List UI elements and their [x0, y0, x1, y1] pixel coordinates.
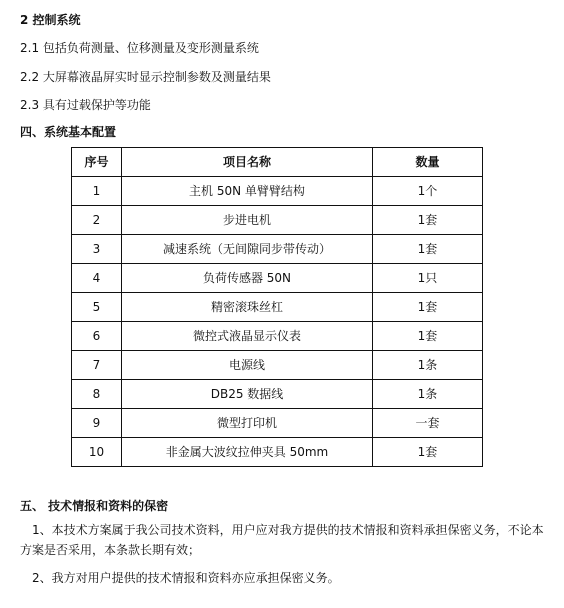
row-index: 9 [72, 409, 122, 438]
row-index: 8 [72, 380, 122, 409]
configuration-table [71, 147, 483, 467]
section-4-heading: 四、系统基本配置 [20, 125, 117, 139]
header-quantity: 数量 [373, 148, 483, 177]
row-index: 1 [72, 177, 122, 206]
row-index: 3 [72, 235, 122, 264]
row-index: 2 [72, 206, 122, 235]
row-item-name: 电源线 [122, 351, 373, 380]
row-quantity: 一套 [373, 409, 483, 438]
table-row [72, 235, 483, 264]
table-row [72, 380, 483, 409]
row-item-name: 减速系统（无间隙同步带传动） [122, 235, 373, 264]
row-index: 6 [72, 322, 122, 351]
row-quantity: 1套 [373, 438, 483, 467]
row-quantity: 1套 [373, 206, 483, 235]
table-row [72, 409, 483, 438]
row-index: 10 [72, 438, 122, 467]
section-5-paragraph-1: 1、本技术方案属于我公司技术资料，用户应对我方提供的技术情报和资料承担保密义务，不论本方案是否采用，本条款长期有效； [20, 523, 544, 557]
row-quantity: 1条 [373, 351, 483, 380]
table-row [72, 438, 483, 467]
row-quantity: 1套 [373, 235, 483, 264]
row-item-name: 负荷传感器 50N [122, 264, 373, 293]
table-row [72, 264, 483, 293]
row-quantity: 1套 [373, 293, 483, 322]
row-index: 5 [72, 293, 122, 322]
row-quantity: 1个 [373, 177, 483, 206]
row-index: 4 [72, 264, 122, 293]
table-row [72, 351, 483, 380]
row-item-name: DB25 数据线 [122, 380, 373, 409]
section-2-item-1: 2.1 包括负荷测量、位移测量及变形测量系统 [20, 41, 259, 55]
section-5-heading: 五、 技术情报和资料的保密 [20, 499, 169, 513]
section-5-paragraph-2: 2、我方对用户提供的技术情报和资料亦应承担保密义务。 [32, 571, 340, 585]
row-quantity: 1只 [373, 264, 483, 293]
table-row [72, 322, 483, 351]
section-2-item-2: 2.2 大屏幕液晶屏实时显示控制参数及测量结果 [20, 70, 271, 84]
header-index: 序号 [72, 148, 122, 177]
table-row [72, 293, 483, 322]
row-item-name: 精密滚珠丝杠 [122, 293, 373, 322]
section-2-heading: 2 控制系统 [20, 13, 81, 27]
row-item-name: 微型打印机 [122, 409, 373, 438]
row-quantity: 1套 [373, 322, 483, 351]
table-row [72, 206, 483, 235]
header-item-name: 项目名称 [122, 148, 373, 177]
row-item-name: 步进电机 [122, 206, 373, 235]
row-index: 7 [72, 351, 122, 380]
row-item-name: 微控式液晶显示仪表 [122, 322, 373, 351]
row-item-name: 主机 50N 单臂臂结构 [122, 177, 373, 206]
table-row [72, 177, 483, 206]
section-2-item-3: 2.3 具有过载保护等功能 [20, 98, 151, 112]
row-quantity: 1条 [373, 380, 483, 409]
row-item-name: 非金属大波纹拉伸夹具 50mm [122, 438, 373, 467]
table-header-row [72, 148, 483, 177]
